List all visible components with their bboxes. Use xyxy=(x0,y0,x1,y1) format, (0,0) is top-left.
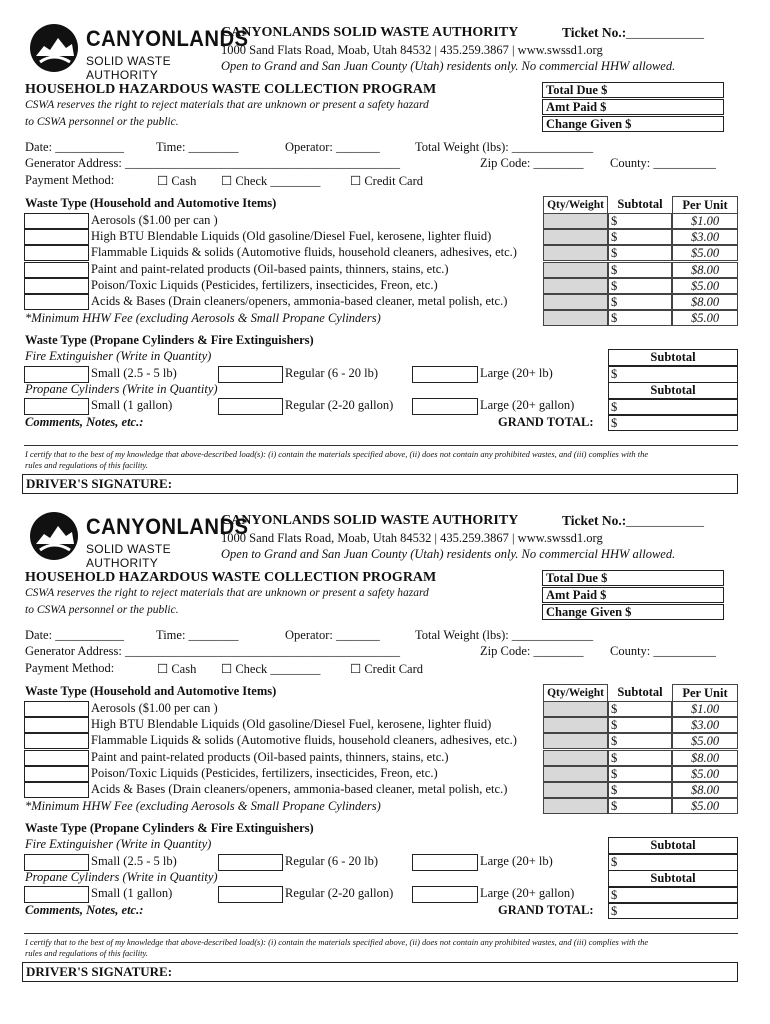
grand-total-label: GRAND TOTAL: xyxy=(498,415,594,429)
logo-wordmark: CANYONLANDS xyxy=(86,514,249,539)
authority-address: 1000 Sand Flats Road, Moab, Utah 84532 | 435.259.3867 | www.swssd1.org xyxy=(221,531,603,545)
waste-qty-box[interactable] xyxy=(24,701,89,717)
check-checkbox[interactable]: ☐ xyxy=(221,174,233,188)
grand-total-field[interactable]: $ xyxy=(608,415,738,431)
authority-address: 1000 Sand Flats Road, Moab, Utah 84532 | 435.259.3867 | www.swssd1.org xyxy=(221,43,603,57)
cash-label: Cash xyxy=(171,662,197,676)
comments-label: Comments, Notes, etc.: xyxy=(25,415,144,429)
waste-per-unit-cell: $5.00 xyxy=(672,766,738,782)
propane-regular-label: Regular (2-20 gallon) xyxy=(285,886,394,900)
change-given-field[interactable]: Change Given $ xyxy=(542,604,724,620)
min-fee-qty-cell xyxy=(543,310,608,326)
waste-qty-box[interactable] xyxy=(24,782,89,798)
propane-large-qty-box[interactable] xyxy=(412,398,478,415)
waste-item-label: Acids & Bases (Drain cleaners/openers, ammonia-based cleaner, metal polish, etc.) xyxy=(91,782,508,796)
certification-line1: I certify that to the best of my knowledge that above-described load(s): (i) contain the materials specified above, (ii) does not contain any prohibited wastes, and (iii) complies with the xyxy=(25,449,649,459)
residency-notice: Open to Grand and San Juan County (Utah) residents only. No commercial HHW allowed. xyxy=(221,59,676,73)
date-field[interactable]: Date: ___________ xyxy=(25,140,124,154)
waste-subtotal-cell[interactable]: $ xyxy=(608,766,672,782)
min-fee-subtotal[interactable]: $ xyxy=(608,310,672,326)
min-fee-per-unit: $5.00 xyxy=(672,798,738,814)
fire-subtotal-header: Subtotal xyxy=(608,349,738,366)
residency-notice: Open to Grand and San Juan County (Utah) residents only. No commercial HHW allowed. xyxy=(221,547,676,561)
waste-item-label: Acids & Bases (Drain cleaners/openers, ammonia-based cleaner, metal polish, etc.) xyxy=(91,294,508,308)
waste-subtotal-cell[interactable]: $ xyxy=(608,278,672,294)
waste-item-label: Poison/Toxic Liquids (Pesticides, fertilizers, insecticides, Freon, etc.) xyxy=(91,765,438,780)
ticket-number-field[interactable]: ____________ xyxy=(626,25,704,40)
certification-line2: rules and regulations of this facility. xyxy=(25,948,148,958)
waste-subtotal-cell[interactable]: $ xyxy=(608,229,672,245)
logo-subtitle: SOLID WASTE AUTHORITY xyxy=(86,54,171,82)
check-label: Check ________ xyxy=(235,174,321,188)
fire-large-label: Large (20+ lb) xyxy=(480,366,553,380)
propane-title: Propane Cylinders (Write in Quantity) xyxy=(25,382,218,396)
check-option[interactable] xyxy=(221,661,320,677)
county-field[interactable]: County: __________ xyxy=(610,156,716,170)
canyonlands-emblem-icon xyxy=(28,22,80,74)
fire-regular-qty-box[interactable] xyxy=(218,366,283,383)
cash-checkbox[interactable]: ☐ xyxy=(157,174,169,188)
credit-card-option[interactable] xyxy=(350,661,423,677)
reserve-notice-line1: CSWA reserves the right to reject materials that are unknown or present a safety hazard xyxy=(25,587,429,599)
authority-name: CANYONLANDS SOLID WASTE AUTHORITY xyxy=(221,513,519,528)
grand-total-field[interactable]: $ xyxy=(608,903,738,919)
cash-option[interactable] xyxy=(157,661,196,677)
ticket-form-bottom xyxy=(0,488,770,988)
payment-method-label: Payment Method: xyxy=(25,173,115,187)
fire-subtotal-header: Subtotal xyxy=(608,837,738,854)
waste-qty-box[interactable] xyxy=(24,262,89,278)
min-fee-qty-cell xyxy=(543,798,608,814)
propane-subtotal-field[interactable]: $ xyxy=(608,399,738,415)
fire-small-label: Small (2.5 - 5 lb) xyxy=(91,366,177,380)
propane-title: Propane Cylinders (Write in Quantity) xyxy=(25,870,218,884)
grand-total-label: GRAND TOTAL: xyxy=(498,903,594,917)
waste-item-label: Aerosols ($1.00 per can ) xyxy=(91,213,218,227)
waste-subtotal-cell[interactable]: $ xyxy=(608,701,672,717)
canyonlands-logo xyxy=(28,20,249,82)
waste-per-unit-cell: $3.00 xyxy=(672,229,738,245)
waste-subtotal-cell[interactable]: $ xyxy=(608,750,672,766)
waste-item-label: High BTU Blendable Liquids (Old gasoline/Diesel Fuel, kerosene, lighter fluid) xyxy=(91,717,492,732)
waste-subtotal-cell[interactable]: $ xyxy=(608,717,672,733)
fire-subtotal-field[interactable]: $ xyxy=(608,854,738,871)
waste-qty-weight-cell[interactable] xyxy=(543,229,608,245)
waste-qty-weight-cell[interactable] xyxy=(543,766,608,782)
canyonlands-logo xyxy=(28,508,249,570)
credit-card-option[interactable] xyxy=(350,173,423,189)
zip-code-field[interactable]: Zip Code: ________ xyxy=(480,644,584,658)
propane-large-label: Large (20+ gallon) xyxy=(480,398,575,412)
waste-subtotal-cell[interactable]: $ xyxy=(608,294,672,310)
fire-small-qty-box[interactable] xyxy=(24,366,89,383)
waste-qty-weight-cell[interactable] xyxy=(543,782,608,798)
time-field[interactable]: Time: ________ xyxy=(156,628,239,642)
propane-regular-label: Regular (2-20 gallon) xyxy=(285,398,394,412)
fire-regular-label: Regular (6 - 20 lb) xyxy=(285,854,379,868)
min-fee-subtotal[interactable]: $ xyxy=(608,798,672,814)
cylinders-title: Waste Type (Propane Cylinders & Fire Extinguishers) xyxy=(25,821,314,835)
waste-item-label: Paint and paint-related products (Oil-based paints, thinners, stains, etc.) xyxy=(91,749,449,764)
waste-qty-weight-cell[interactable] xyxy=(543,717,608,733)
minimum-fee-note: *Minimum HHW Fee (excluding Aerosols & Small Propane Cylinders) xyxy=(25,799,381,813)
fire-large-qty-box[interactable] xyxy=(412,366,478,383)
check-checkbox[interactable]: ☐ xyxy=(221,662,233,676)
waste-qty-box[interactable] xyxy=(24,766,89,782)
propane-small-label: Small (1 gallon) xyxy=(91,886,173,900)
ticket-label: Ticket No.: xyxy=(562,25,627,40)
generator-address-field[interactable]: Generator Address: ____________________________________________ xyxy=(25,644,400,658)
authority-name: CANYONLANDS SOLID WASTE AUTHORITY xyxy=(221,25,519,40)
total-due-field[interactable]: Total Due $ xyxy=(542,82,724,98)
operator-field[interactable]: Operator: _______ xyxy=(285,628,380,642)
propane-small-qty-box[interactable] xyxy=(24,886,89,903)
credit-card-label: Credit Card xyxy=(364,662,424,676)
program-title: HOUSEHOLD HAZARDOUS WASTE COLLECTION PROGRAM xyxy=(25,570,437,585)
propane-subtotal-header: Subtotal xyxy=(608,382,738,399)
payment-method-label: Payment Method: xyxy=(25,661,115,675)
fire-small-qty-box[interactable] xyxy=(24,854,89,871)
county-field[interactable]: County: __________ xyxy=(610,644,716,658)
waste-per-unit-cell: $8.00 xyxy=(672,294,738,310)
certification-line2: rules and regulations of this facility. xyxy=(25,460,148,470)
waste-qty-weight-cell[interactable] xyxy=(543,701,608,717)
total-due-field[interactable]: Total Due $ xyxy=(542,570,724,586)
propane-subtotal-header: Subtotal xyxy=(608,870,738,887)
waste-qty-weight-cell[interactable] xyxy=(543,733,608,749)
per-unit-header: Per Unit xyxy=(672,684,738,702)
waste-subtotal-cell[interactable]: $ xyxy=(608,213,672,229)
comments-label: Comments, Notes, etc.: xyxy=(25,903,144,917)
waste-item-label: High BTU Blendable Liquids (Old gasoline/Diesel Fuel, kerosene, lighter fluid) xyxy=(91,229,492,244)
generator-address-field[interactable]: Generator Address: ____________________________________________ xyxy=(25,156,400,170)
program-title: HOUSEHOLD HAZARDOUS WASTE COLLECTION PROGRAM xyxy=(25,82,437,97)
date-field[interactable]: Date: ___________ xyxy=(25,628,124,642)
fire-subtotal-field[interactable]: $ xyxy=(608,366,738,383)
waste-per-unit-cell: $1.00 xyxy=(672,213,738,229)
waste-qty-weight-cell[interactable] xyxy=(543,278,608,294)
propane-large-label: Large (20+ gallon) xyxy=(480,886,575,900)
cylinders-title: Waste Type (Propane Cylinders & Fire Extinguishers) xyxy=(25,333,314,347)
credit-card-checkbox[interactable]: ☐ xyxy=(350,662,362,676)
logo-subtitle: SOLID WASTE AUTHORITY xyxy=(86,542,171,570)
credit-card-label: Credit Card xyxy=(364,174,424,188)
cash-checkbox[interactable]: ☐ xyxy=(157,662,169,676)
propane-large-qty-box[interactable] xyxy=(412,886,478,903)
propane-regular-qty-box[interactable] xyxy=(218,398,283,415)
waste-qty-weight-cell[interactable] xyxy=(543,262,608,278)
fire-extinguisher-title: Fire Extinguisher (Write in Quantity) xyxy=(25,837,212,851)
waste-household-title: Waste Type (Household and Automotive Items) xyxy=(25,196,277,210)
per-unit-header: Per Unit xyxy=(672,196,738,214)
time-field[interactable]: Time: ________ xyxy=(156,140,239,154)
ticket-form-top xyxy=(0,0,770,500)
canyonlands-emblem-icon xyxy=(28,510,80,562)
qty-weight-header: Qty/Weight xyxy=(543,196,608,214)
certify-divider xyxy=(24,933,738,934)
waste-qty-weight-cell[interactable] xyxy=(543,750,608,766)
fire-small-label: Small (2.5 - 5 lb) xyxy=(91,854,177,868)
waste-item-label: Poison/Toxic Liquids (Pesticides, fertilizers, insecticides, Freon, etc.) xyxy=(91,277,438,292)
waste-qty-box[interactable] xyxy=(24,717,89,733)
waste-household-title: Waste Type (Household and Automotive Items) xyxy=(25,684,277,698)
fire-regular-qty-box[interactable] xyxy=(218,854,283,871)
credit-card-checkbox[interactable]: ☐ xyxy=(350,174,362,188)
subtotal-header: Subtotal xyxy=(617,685,663,699)
waste-per-unit-cell: $5.00 xyxy=(672,245,738,261)
waste-per-unit-cell: $1.00 xyxy=(672,701,738,717)
waste-qty-weight-cell[interactable] xyxy=(543,213,608,229)
reserve-notice-line2: to CSWA personnel or the public. xyxy=(25,604,179,616)
waste-qty-weight-cell[interactable] xyxy=(543,245,608,261)
fire-large-label: Large (20+ lb) xyxy=(480,854,553,868)
ticket-number-field[interactable]: ____________ xyxy=(626,513,704,528)
certify-divider xyxy=(24,445,738,446)
propane-subtotal-field[interactable]: $ xyxy=(608,887,738,903)
waste-per-unit-cell: $8.00 xyxy=(672,262,738,278)
waste-subtotal-cell[interactable]: $ xyxy=(608,245,672,261)
waste-qty-box[interactable] xyxy=(24,733,89,749)
cash-option[interactable] xyxy=(157,173,196,189)
fire-extinguisher-title: Fire Extinguisher (Write in Quantity) xyxy=(25,349,212,363)
driver-signature-field[interactable]: DRIVER'S SIGNATURE: xyxy=(22,474,738,494)
waste-subtotal-cell[interactable]: $ xyxy=(608,733,672,749)
reserve-notice-line2: to CSWA personnel or the public. xyxy=(25,116,179,128)
subtotal-header: Subtotal xyxy=(617,197,663,211)
waste-subtotal-cell[interactable]: $ xyxy=(608,782,672,798)
check-option[interactable] xyxy=(221,173,320,189)
propane-small-label: Small (1 gallon) xyxy=(91,398,173,412)
waste-item-label: Flammable Liquids & solids (Automotive fluids, household cleaners, adhesives, etc.) xyxy=(91,733,517,748)
amount-paid-field[interactable]: Amt Paid $ xyxy=(542,99,724,115)
waste-qty-box[interactable] xyxy=(24,278,89,294)
amount-paid-field[interactable]: Amt Paid $ xyxy=(542,587,724,603)
total-weight-field[interactable]: Total Weight (lbs): _____________ xyxy=(415,140,594,154)
waste-qty-weight-cell[interactable] xyxy=(543,294,608,310)
driver-signature-field[interactable]: DRIVER'S SIGNATURE: xyxy=(22,962,738,982)
cash-label: Cash xyxy=(171,174,197,188)
reserve-notice-line1: CSWA reserves the right to reject materials that are unknown or present a safety hazard xyxy=(25,99,429,111)
total-weight-field[interactable]: Total Weight (lbs): _____________ xyxy=(415,628,594,642)
waste-subtotal-cell[interactable]: $ xyxy=(608,262,672,278)
waste-per-unit-cell: $5.00 xyxy=(672,278,738,294)
min-fee-per-unit: $5.00 xyxy=(672,310,738,326)
fire-regular-label: Regular (6 - 20 lb) xyxy=(285,366,379,380)
waste-item-label: Paint and paint-related products (Oil-based paints, thinners, stains, etc.) xyxy=(91,261,449,276)
waste-qty-box[interactable] xyxy=(24,213,89,229)
waste-per-unit-cell: $8.00 xyxy=(672,750,738,766)
waste-per-unit-cell: $5.00 xyxy=(672,733,738,749)
operator-field[interactable]: Operator: _______ xyxy=(285,140,380,154)
waste-qty-box[interactable] xyxy=(24,294,89,310)
change-given-field[interactable]: Change Given $ xyxy=(542,116,724,132)
propane-regular-qty-box[interactable] xyxy=(218,886,283,903)
waste-item-label: Aerosols ($1.00 per can ) xyxy=(91,701,218,715)
zip-code-field[interactable]: Zip Code: ________ xyxy=(480,156,584,170)
propane-small-qty-box[interactable] xyxy=(24,398,89,415)
waste-per-unit-cell: $3.00 xyxy=(672,717,738,733)
ticket-label: Ticket No.: xyxy=(562,513,627,528)
certification-line1: I certify that to the best of my knowledge that above-described load(s): (i) contain the materials specified above, (ii) does not contain any prohibited wastes, and (iii) complies with the xyxy=(25,937,649,947)
minimum-fee-note: *Minimum HHW Fee (excluding Aerosols & Small Propane Cylinders) xyxy=(25,311,381,325)
waste-per-unit-cell: $8.00 xyxy=(672,782,738,798)
waste-item-label: Flammable Liquids & solids (Automotive fluids, household cleaners, adhesives, etc.) xyxy=(91,245,517,260)
logo-wordmark: CANYONLANDS xyxy=(86,26,249,51)
check-label: Check ________ xyxy=(235,662,321,676)
fire-large-qty-box[interactable] xyxy=(412,854,478,871)
waste-qty-box[interactable] xyxy=(24,750,89,766)
waste-qty-box[interactable] xyxy=(24,245,89,261)
qty-weight-header: Qty/Weight xyxy=(543,684,608,702)
waste-qty-box[interactable] xyxy=(24,229,89,245)
